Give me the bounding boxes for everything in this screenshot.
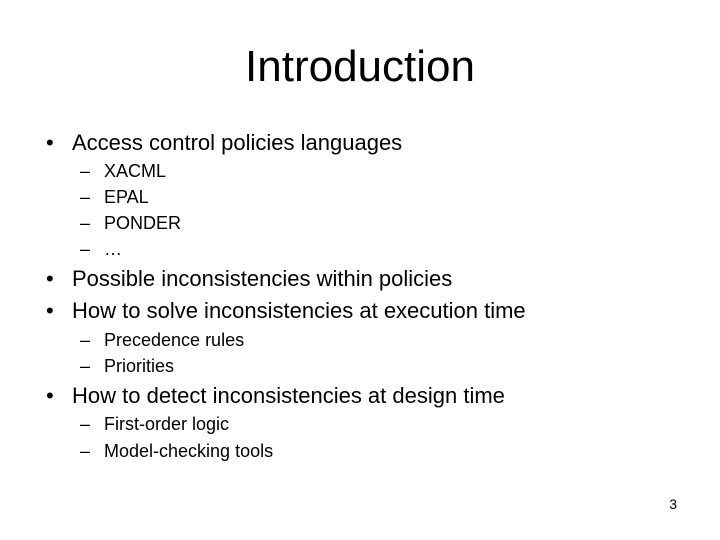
sub-bullet-text: EPAL [104,187,149,207]
sub-bullet-item [80,238,122,260]
slide-title: Introduction [245,42,475,91]
sub-bullet-mark: – [80,330,91,350]
sub-bullet-mark: – [80,239,91,259]
sub-bullet-item [80,329,244,351]
sub-bullet-text: PONDER [104,213,182,233]
sub-bullet-item [80,413,229,435]
bullet-text: Possible inconsistencies within policies [72,266,453,291]
sub-bullet-item [80,212,181,234]
sub-bullet-mark: – [80,213,91,233]
bullet-text: How to solve inconsistencies at execution time [72,298,526,323]
sub-bullet-item [80,160,166,182]
bullet-mark: • [46,298,54,323]
bullet-item [46,298,526,324]
sub-bullet-text: XACML [104,161,167,181]
sub-bullet-text: Model-checking tools [104,441,274,461]
page-number: 3 [669,496,677,512]
bullet-text: Access control policies languages [72,130,403,155]
bullet-mark: • [46,266,54,291]
sub-bullet-item [80,355,174,377]
sub-bullet-mark: – [80,356,91,376]
sub-bullet-text: First-order logic [104,414,230,434]
sub-bullet-text: … [104,239,122,259]
sub-bullet-mark: – [80,161,91,181]
sub-bullet-item [80,440,273,462]
bullet-item [46,383,505,409]
sub-bullet-mark: – [80,414,91,434]
bullet-mark: • [46,130,54,155]
bullet-mark: • [46,383,54,408]
bullet-item [46,130,402,156]
bullet-item [46,266,452,292]
sub-bullet-item [80,186,149,208]
sub-bullet-text: Precedence rules [104,330,245,350]
bullet-text: How to detect inconsistencies at design time [72,383,505,408]
sub-bullet-text: Priorities [104,356,175,376]
sub-bullet-mark: – [80,187,91,207]
sub-bullet-mark: – [80,441,91,461]
